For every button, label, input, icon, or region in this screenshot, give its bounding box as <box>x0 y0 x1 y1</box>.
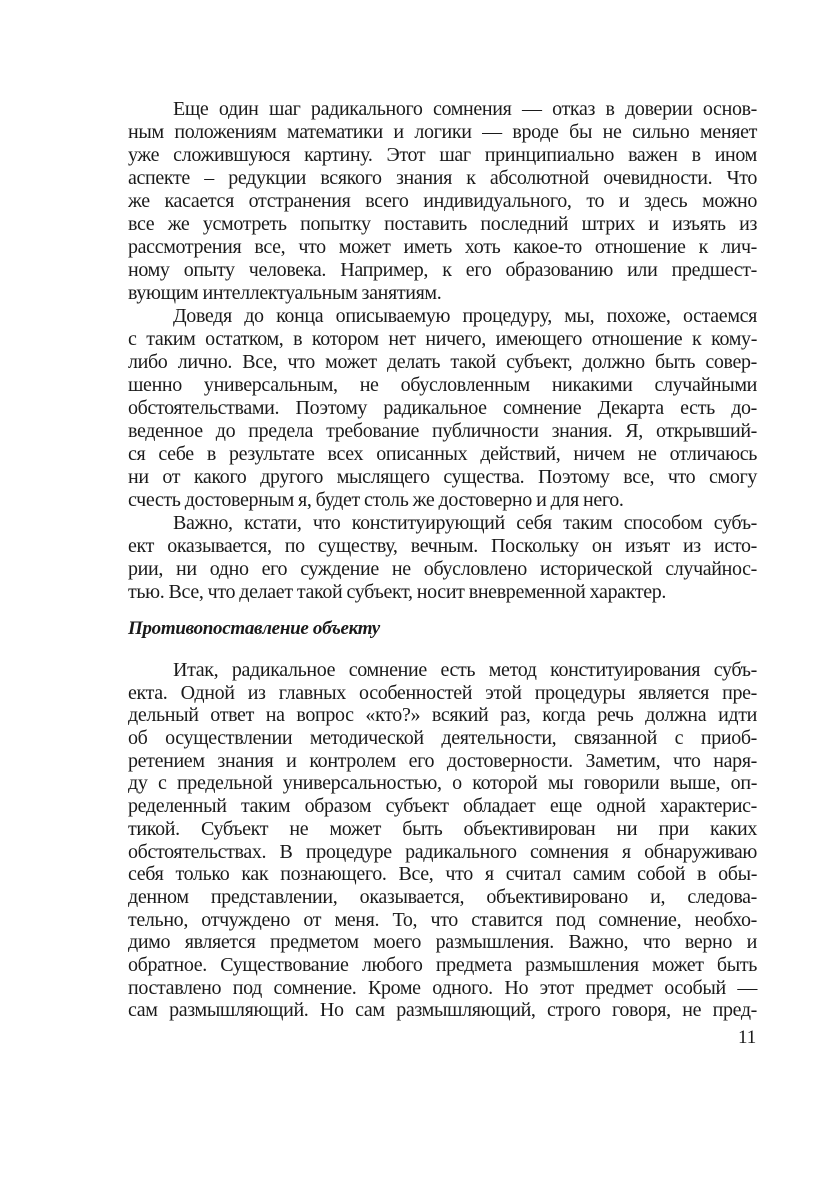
text-block-2 <box>128 659 757 1022</box>
text-line: Важно, кстати, что конституирующий себя таким способом субъ- <box>173 512 757 534</box>
text-line: себя только как познающего. Все, что я считал самим собой в обы- <box>128 863 757 886</box>
text-line: ретением знания и контролем его достоверности. Заметим, что наря- <box>128 749 757 772</box>
text-line: ному опыту человека. Например, к его образованию или предшест- <box>128 259 757 281</box>
text-line: обратное. Существование любого предмета размышления может быть <box>128 953 757 976</box>
text-line: об осуществлении методической деятельности, связанной с приоб- <box>128 727 757 750</box>
text-line: Еще один шаг радикального сомнения — отказ в доверии основ- <box>173 98 757 120</box>
text-line: екта. Одной из главных особенностей этой процедуры является пре- <box>128 681 757 704</box>
section-heading: Противопоставление объекту <box>128 618 380 639</box>
text-line: вующим интеллектуальным занятиям. <box>128 282 442 304</box>
text-line: тью. Все, что делает такой субъект, носит вневременной характер. <box>128 581 667 603</box>
text-line: сам размышляющий. Но сам размышляющий, строго говоря, не пред- <box>128 999 757 1022</box>
text-line: димо является предметом моего размышления. Важно, что верно и <box>128 931 757 954</box>
text-line: с таким остатком, в котором нет ничего, имеющего отношение к кому- <box>128 328 757 350</box>
text-line: обстоятельствах. В процедуре радикального сомнения я обнаруживаю <box>128 840 757 863</box>
text-line: ным положениям математики и логики — вроде бы не сильно меняет <box>128 121 757 143</box>
text-line: рии, ни одно его суждение не обусловлено исторической случайнос- <box>128 558 757 580</box>
text-line: счесть достоверным я, будет столь же достоверно и для него. <box>128 489 624 511</box>
text-line: же касается отстранения всего индивидуального, то и здесь можно <box>128 190 757 212</box>
text-block-1 <box>128 98 757 604</box>
text-line: шенно универсальным, не обусловленным никакими случайными <box>128 374 757 396</box>
text-line: поставлено под сомнение. Кроме одного. Но этот предмет особый — <box>128 976 757 999</box>
text-line: денном представлении, оказывается, объективировано и, следова- <box>128 885 757 908</box>
text-line: тельно, отчуждено от меня. То, что ставится под сомнение, необхо- <box>128 908 757 931</box>
text-line: Доведя до конца описываемую процедуру, мы, похоже, остаемся <box>173 305 757 327</box>
text-line: ределенный таким образом субъект обладает еще одной характерис- <box>128 795 757 818</box>
text-line: ся себе в результате всех описанных действий, ничем не отличаюсь <box>128 443 757 465</box>
text-line: Итак, радикальное сомнение есть метод конституирования субъ- <box>173 659 757 681</box>
text-line: веденное до предела требование публичности знания. Я, открывший- <box>128 420 757 442</box>
text-line: обстоятельствами. Поэтому радикальное сомнение Декарта есть до- <box>128 397 757 419</box>
text-line: все же усмотреть попытку поставить последний штрих и изъять из <box>128 213 757 235</box>
text-line: рассмотрения все, что может иметь хоть какое-то отношение к лич- <box>128 236 757 258</box>
text-line: уже сложившуюся картину. Этот шаг принципиально важен в ином <box>128 144 757 166</box>
text-line: либо лично. Все, что может делать такой субъект, должно быть совер- <box>128 351 757 373</box>
text-line: дельный ответ на вопрос «кто?» всякий раз, когда речь должна идти <box>128 704 757 727</box>
text-line: ду с предельной универсальностью, о которой мы говорили выше, оп- <box>128 772 757 795</box>
text-line: тикой. Субъект не может быть объективирован ни при каких <box>128 817 757 840</box>
text-line: ни от какого другого мыслящего существа. Поэтому все, что смогу <box>128 466 757 488</box>
text-line: ект оказывается, по существу, вечным. Поскольку он изъят из исто- <box>128 535 757 557</box>
text-line: аспекте – редукции всякого знания к абсолютной очевидности. Что <box>128 167 757 189</box>
page-number: 11 <box>738 1027 757 1048</box>
